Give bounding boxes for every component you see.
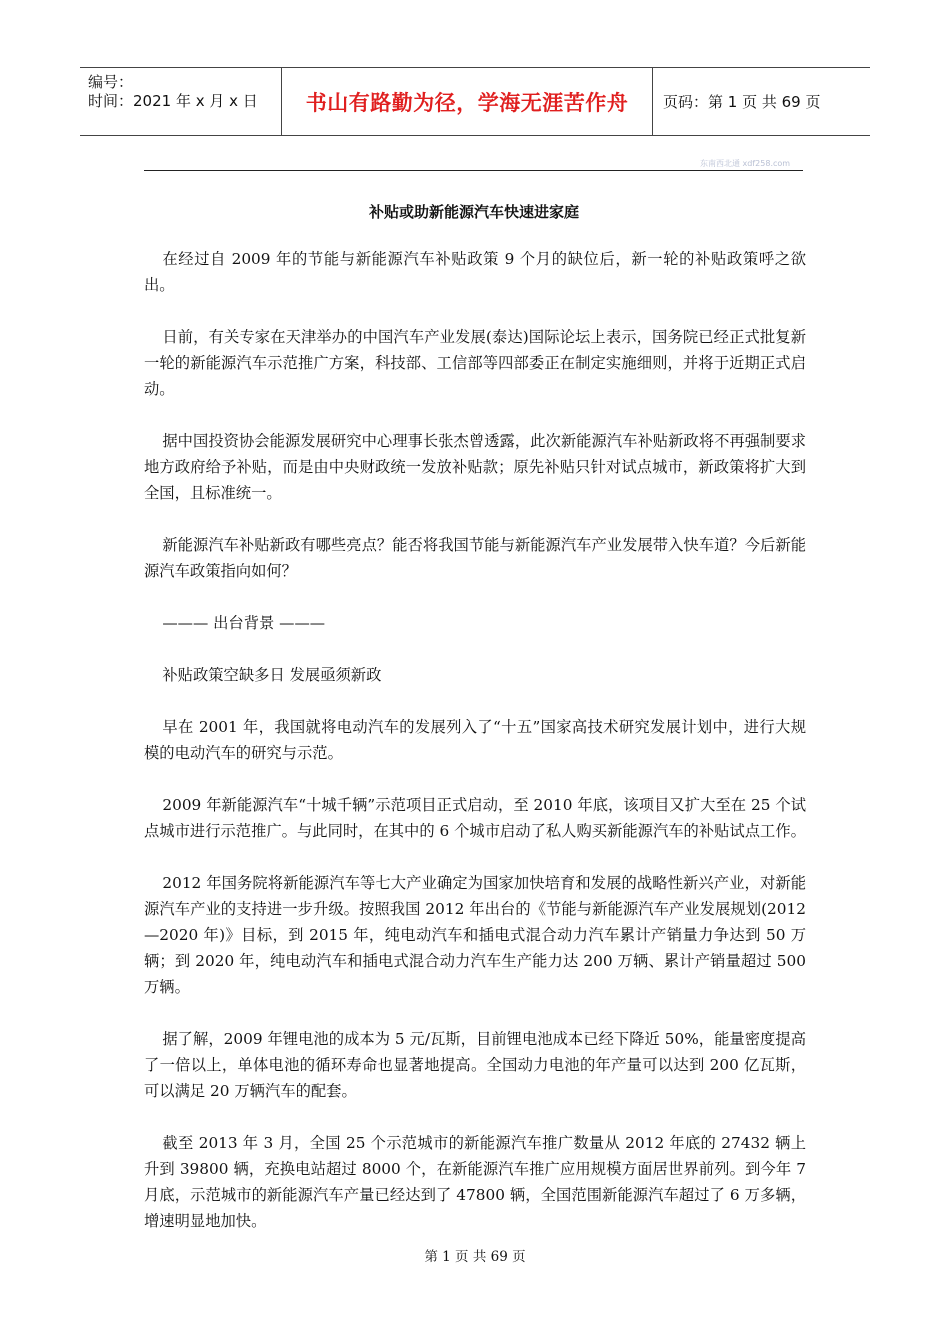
- section-heading: ——— 出台背景 ———: [162, 614, 326, 632]
- page-footer: 第 1 页 共 69 页: [424, 1249, 526, 1265]
- header-page-info: [653, 68, 870, 135]
- paragraph: 2012 年国务院将新能源汽车等七大产业确定为国家加快培育和发展的战略性新兴产业，对新能源汽车产业的支持进一步升级。按照我国 2012 年出台的《节能与新能源汽车产业发展规划(2012—2020 年)》目标，到 2015 年，纯电动汽车和插电式混合动力汽车累计产销量力争达到 50 万辆；到 2020 年，纯电动汽车和插电式混合动力汽车生产能力达 200 万辆、累计产销量超过 500 万辆。: [144, 874, 806, 996]
- document-header: [80, 67, 870, 136]
- paragraph: 2009 年新能源汽车“十城千辆”示范项目正式启动，至 2010 年底，该项目又扩大至在 25 个试点城市进行示范推广。与此同时，在其中的 6 个城市启动了私人购买新能源汽车的补贴试点工作。: [144, 796, 806, 840]
- paragraph: 在经过自 2009 年的节能与新能源汽车补贴政策 9 个月的缺位后，新一轮的补贴政策呼之欲出。: [144, 250, 806, 294]
- paragraph: 据了解，2009 年锂电池的成本为 5 元/瓦斯，目前锂电池成本已经下降近 50%，能量密度提高了一倍以上，单体电池的循环寿命也显著地提高。全国动力电池的年产量可以达到 200 亿瓦斯，可以满足 20 万辆汽车的配套。: [144, 1030, 806, 1100]
- watermark-text: 东南西北通 xdf258.com: [700, 159, 791, 168]
- paragraph: 新能源汽车补贴新政有哪些亮点？能否将我国节能与新能源汽车产业发展带入快车道？今后新能源汽车政策指向如何？: [144, 536, 806, 580]
- header-rule: [144, 170, 803, 171]
- header-meta: [80, 68, 281, 135]
- time-label: 时间：2021 年 x 月 x 日: [88, 92, 258, 110]
- paragraph: 据中国投资协会能源发展研究中心理事长张杰曾透露，此次新能源汽车补贴新政将不再强制要求地方政府给予补贴，而是由中央财政统一发放补贴款；原先补贴只针对试点城市，新政策将扩大到全国，且标准统一。: [144, 432, 806, 502]
- number-label: 编号：: [88, 73, 134, 91]
- paragraph: 日前，有关专家在天津举办的中国汽车产业发展(泰达)国际论坛上表示，国务院已经正式批复新一轮的新能源汽车示范推广方案，科技部、工信部等四部委正在制定实施细则，并将于近期正式启动。: [144, 328, 806, 398]
- page-info-text: 页码：第 1 页 共 69 页: [663, 93, 821, 111]
- section-subheading: 补贴政策空缺多日 发展亟须新政: [162, 666, 382, 684]
- paragraph: 早在 2001 年，我国就将电动汽车的发展列入了“十五”国家高技术研究发展计划中，进行大规模的电动汽车的研究与示范。: [144, 718, 806, 762]
- motto-text: 书山有路勤为径，学海无涯苦作舟: [305, 90, 629, 115]
- paragraph: 截至 2013 年 3 月，全国 25 个示范城市的新能源汽车推广数量从 2012 年底的 27432 辆上升到 39800 辆，充换电站超过 8000 个，在新能源汽车推广应用规模方面居世界前列。到今年 7 月底，示范城市的新能源汽车产量已经达到了 47800 辆，全国范围新能源汽车超过了 6 万多辆，增速明显地加快。: [144, 1134, 806, 1230]
- header-motto-cell: [281, 68, 653, 135]
- article-body: [144, 246, 806, 1260]
- article-title: 补贴或助新能源汽车快速进家庭: [368, 203, 579, 221]
